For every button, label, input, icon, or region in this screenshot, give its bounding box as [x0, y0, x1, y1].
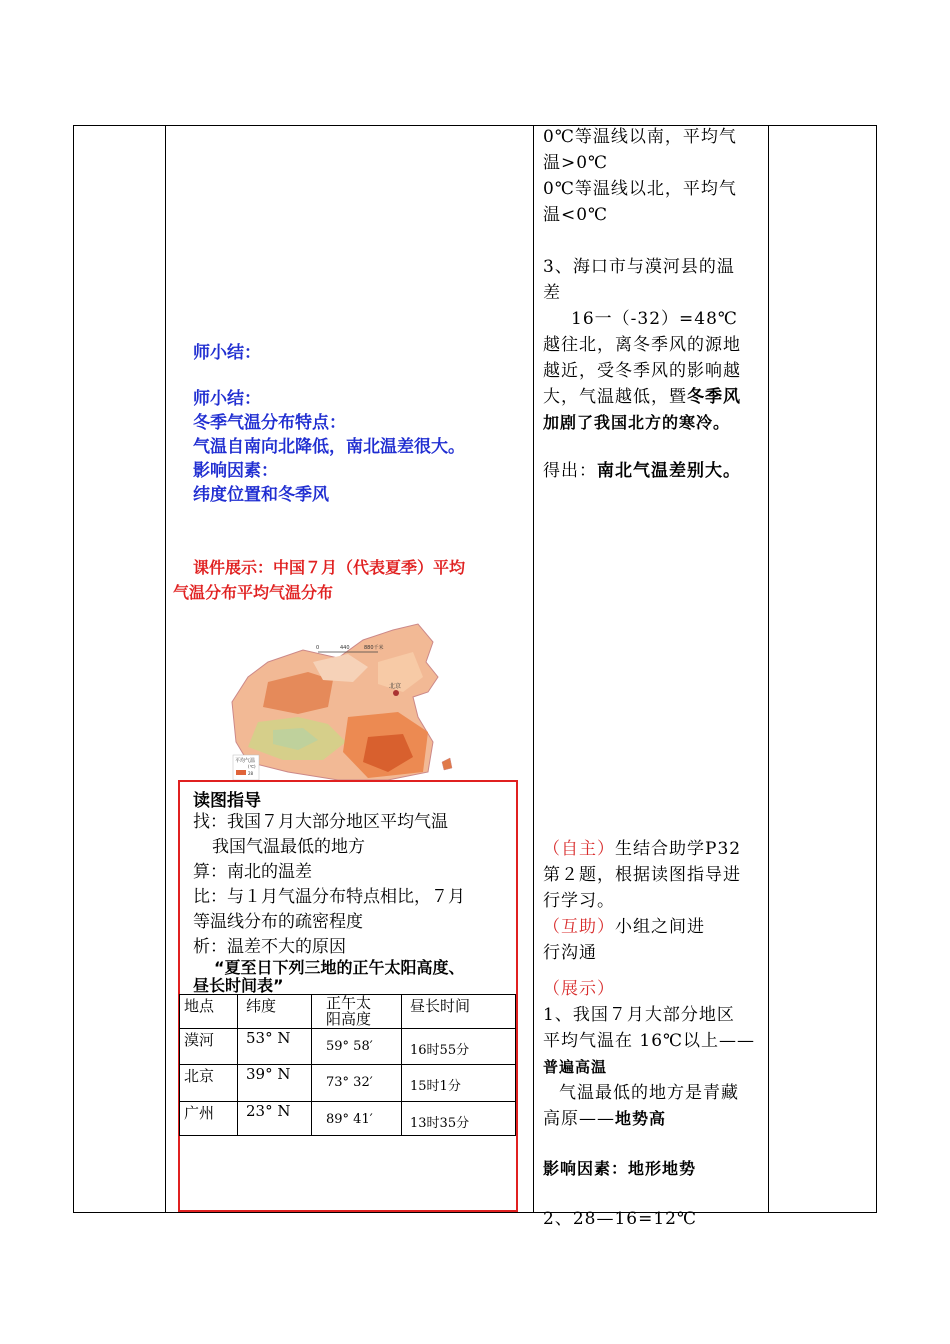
spacer [543, 966, 765, 976]
reason-line-1: 越往北，离冬季风的源地 [543, 335, 741, 355]
table-row [180, 1102, 516, 1136]
cell-daylength: 16时55分 [402, 1029, 516, 1065]
isotherm-north-2: 温<0℃ [543, 205, 609, 225]
header-daylength: 昼长时间 [402, 995, 516, 1029]
cell-place: 广州 [180, 1102, 238, 1136]
spacer [543, 1132, 765, 1156]
spacer [543, 228, 765, 254]
map-scale-440: 440 [340, 645, 350, 651]
self-study-line-2: 第２题，根据读图指导进 [543, 865, 741, 885]
column-divider-3 [768, 125, 769, 1213]
presentation-tag: （展示） [543, 979, 615, 999]
influence-factor: 影响因素：地形地势 [543, 1159, 697, 1178]
mutual-help-line-1: （互助）小组之间进 [543, 917, 705, 937]
column-divider-1 [165, 125, 166, 1213]
answer-1-line-4: 气温最低的地方是青藏 [559, 1083, 739, 1103]
guide-line-calc: 算：南北的温差 [193, 862, 312, 882]
factor-title: 影响因素： [193, 461, 278, 481]
cell-place: 漠河 [180, 1029, 238, 1065]
cell-latitude: 39° N [238, 1065, 312, 1102]
cell-daylength: 15时1分 [402, 1065, 516, 1102]
map-legend-unit: (℃) [248, 764, 256, 769]
factor-value: 纬度位置和冬季风 [193, 485, 329, 505]
answer-1-line-5: 高原——地势高 [543, 1109, 667, 1129]
cell-daylength: 13时35分 [402, 1102, 516, 1136]
isotherm-south-2: 温>0℃ [543, 153, 609, 173]
header-place: 地点 [180, 995, 238, 1029]
sun-table-title-2: 昼长时间表” [193, 976, 284, 995]
student-activity-column [543, 124, 765, 484]
self-study-line-1: （自主）生结合助学P32 [543, 839, 742, 859]
cell-latitude: 53° N [238, 1029, 312, 1065]
guide-line-lowest: 我国气温最低的地方 [212, 837, 365, 857]
self-study-line-3: 行学习。 [543, 891, 615, 911]
student-activity-column-lower [543, 836, 765, 1232]
answer-1-line-3: 普遍高温 [543, 1058, 608, 1076]
guide-line-density: 等温线分布的疏密程度 [193, 912, 363, 932]
column-divider-2 [533, 125, 534, 1213]
cell-noon-sun: 89° 41′ [312, 1102, 402, 1136]
summary-label-2: 师小结： [193, 389, 261, 409]
sun-height-table [179, 994, 516, 1136]
map-scale-880: 880千米 [364, 645, 384, 651]
spacer [543, 1182, 765, 1206]
guide-title: 读图指导 [193, 791, 261, 811]
answer-1-line-2: 平均气温在 16℃以上—— [543, 1031, 756, 1051]
spacer [543, 436, 765, 458]
cell-noon-sun: 59° 58′ [312, 1029, 402, 1065]
sun-table-title-1: “夏至日下列三地的正午太阳高度、 [214, 958, 465, 977]
answer-1-line-1: 1、我国７月大部分地区 [543, 1005, 735, 1025]
table-row [180, 1065, 516, 1102]
mutual-help-line-2: 行沟通 [543, 943, 597, 963]
header-noon-sun: 正午太 阳高度 [312, 995, 402, 1029]
cell-place: 北京 [180, 1065, 238, 1102]
temperature-difference: 16一（-32）=48℃ [571, 309, 738, 329]
reason-line-4: 加剧了我国北方的寒冷。 [543, 413, 731, 432]
map-scale-0: 0 [316, 645, 320, 651]
china-july-temperature-map [228, 622, 468, 782]
header-latitude: 纬度 [238, 995, 312, 1029]
winter-feature: 气温自南向北降低，南北温差很大。 [193, 437, 465, 457]
courseware-title-2: 气温分布平均气温分布 [173, 583, 334, 602]
map-legend-title: 平均气温 [235, 758, 256, 764]
isotherm-south-1: 0℃等温线以南，平均气 [543, 127, 737, 147]
guide-line-compare: 比：与１月气温分布特点相比，７月 [193, 887, 465, 907]
cell-latitude: 23° N [238, 1102, 312, 1136]
map-legend-value: 28 [248, 771, 254, 776]
guide-line-find: 找：我国７月大部分地区平均气温 [193, 812, 448, 832]
map-city-label: 北京 [389, 683, 402, 690]
guide-line-analyze: 析：温差不大的原因 [193, 937, 346, 957]
courseware-title-1: 课件展示：中国７月（代表夏季）平均 [193, 558, 466, 577]
answer-2: 2、28—16=12℃ [543, 1209, 697, 1229]
cell-noon-sun: 73° 32′ [312, 1065, 402, 1102]
question-3-line-2: 差 [543, 283, 561, 303]
reason-line-2: 越近，受冬季风的影响越 [543, 361, 741, 381]
winter-title: 冬季气温分布特点： [193, 413, 346, 433]
reason-line-3: 大，气温越低，暨冬季风 [543, 387, 741, 407]
isotherm-north-1: 0℃等温线以北，平均气 [543, 179, 737, 199]
question-3-line-1: 3、海口市与漠河县的温 [543, 257, 735, 277]
conclusion: 得出：南北气温差别大。 [543, 461, 741, 481]
summary-label-1: 师小结： [193, 343, 261, 363]
table-row [180, 1029, 516, 1065]
table-header-row [180, 995, 516, 1029]
